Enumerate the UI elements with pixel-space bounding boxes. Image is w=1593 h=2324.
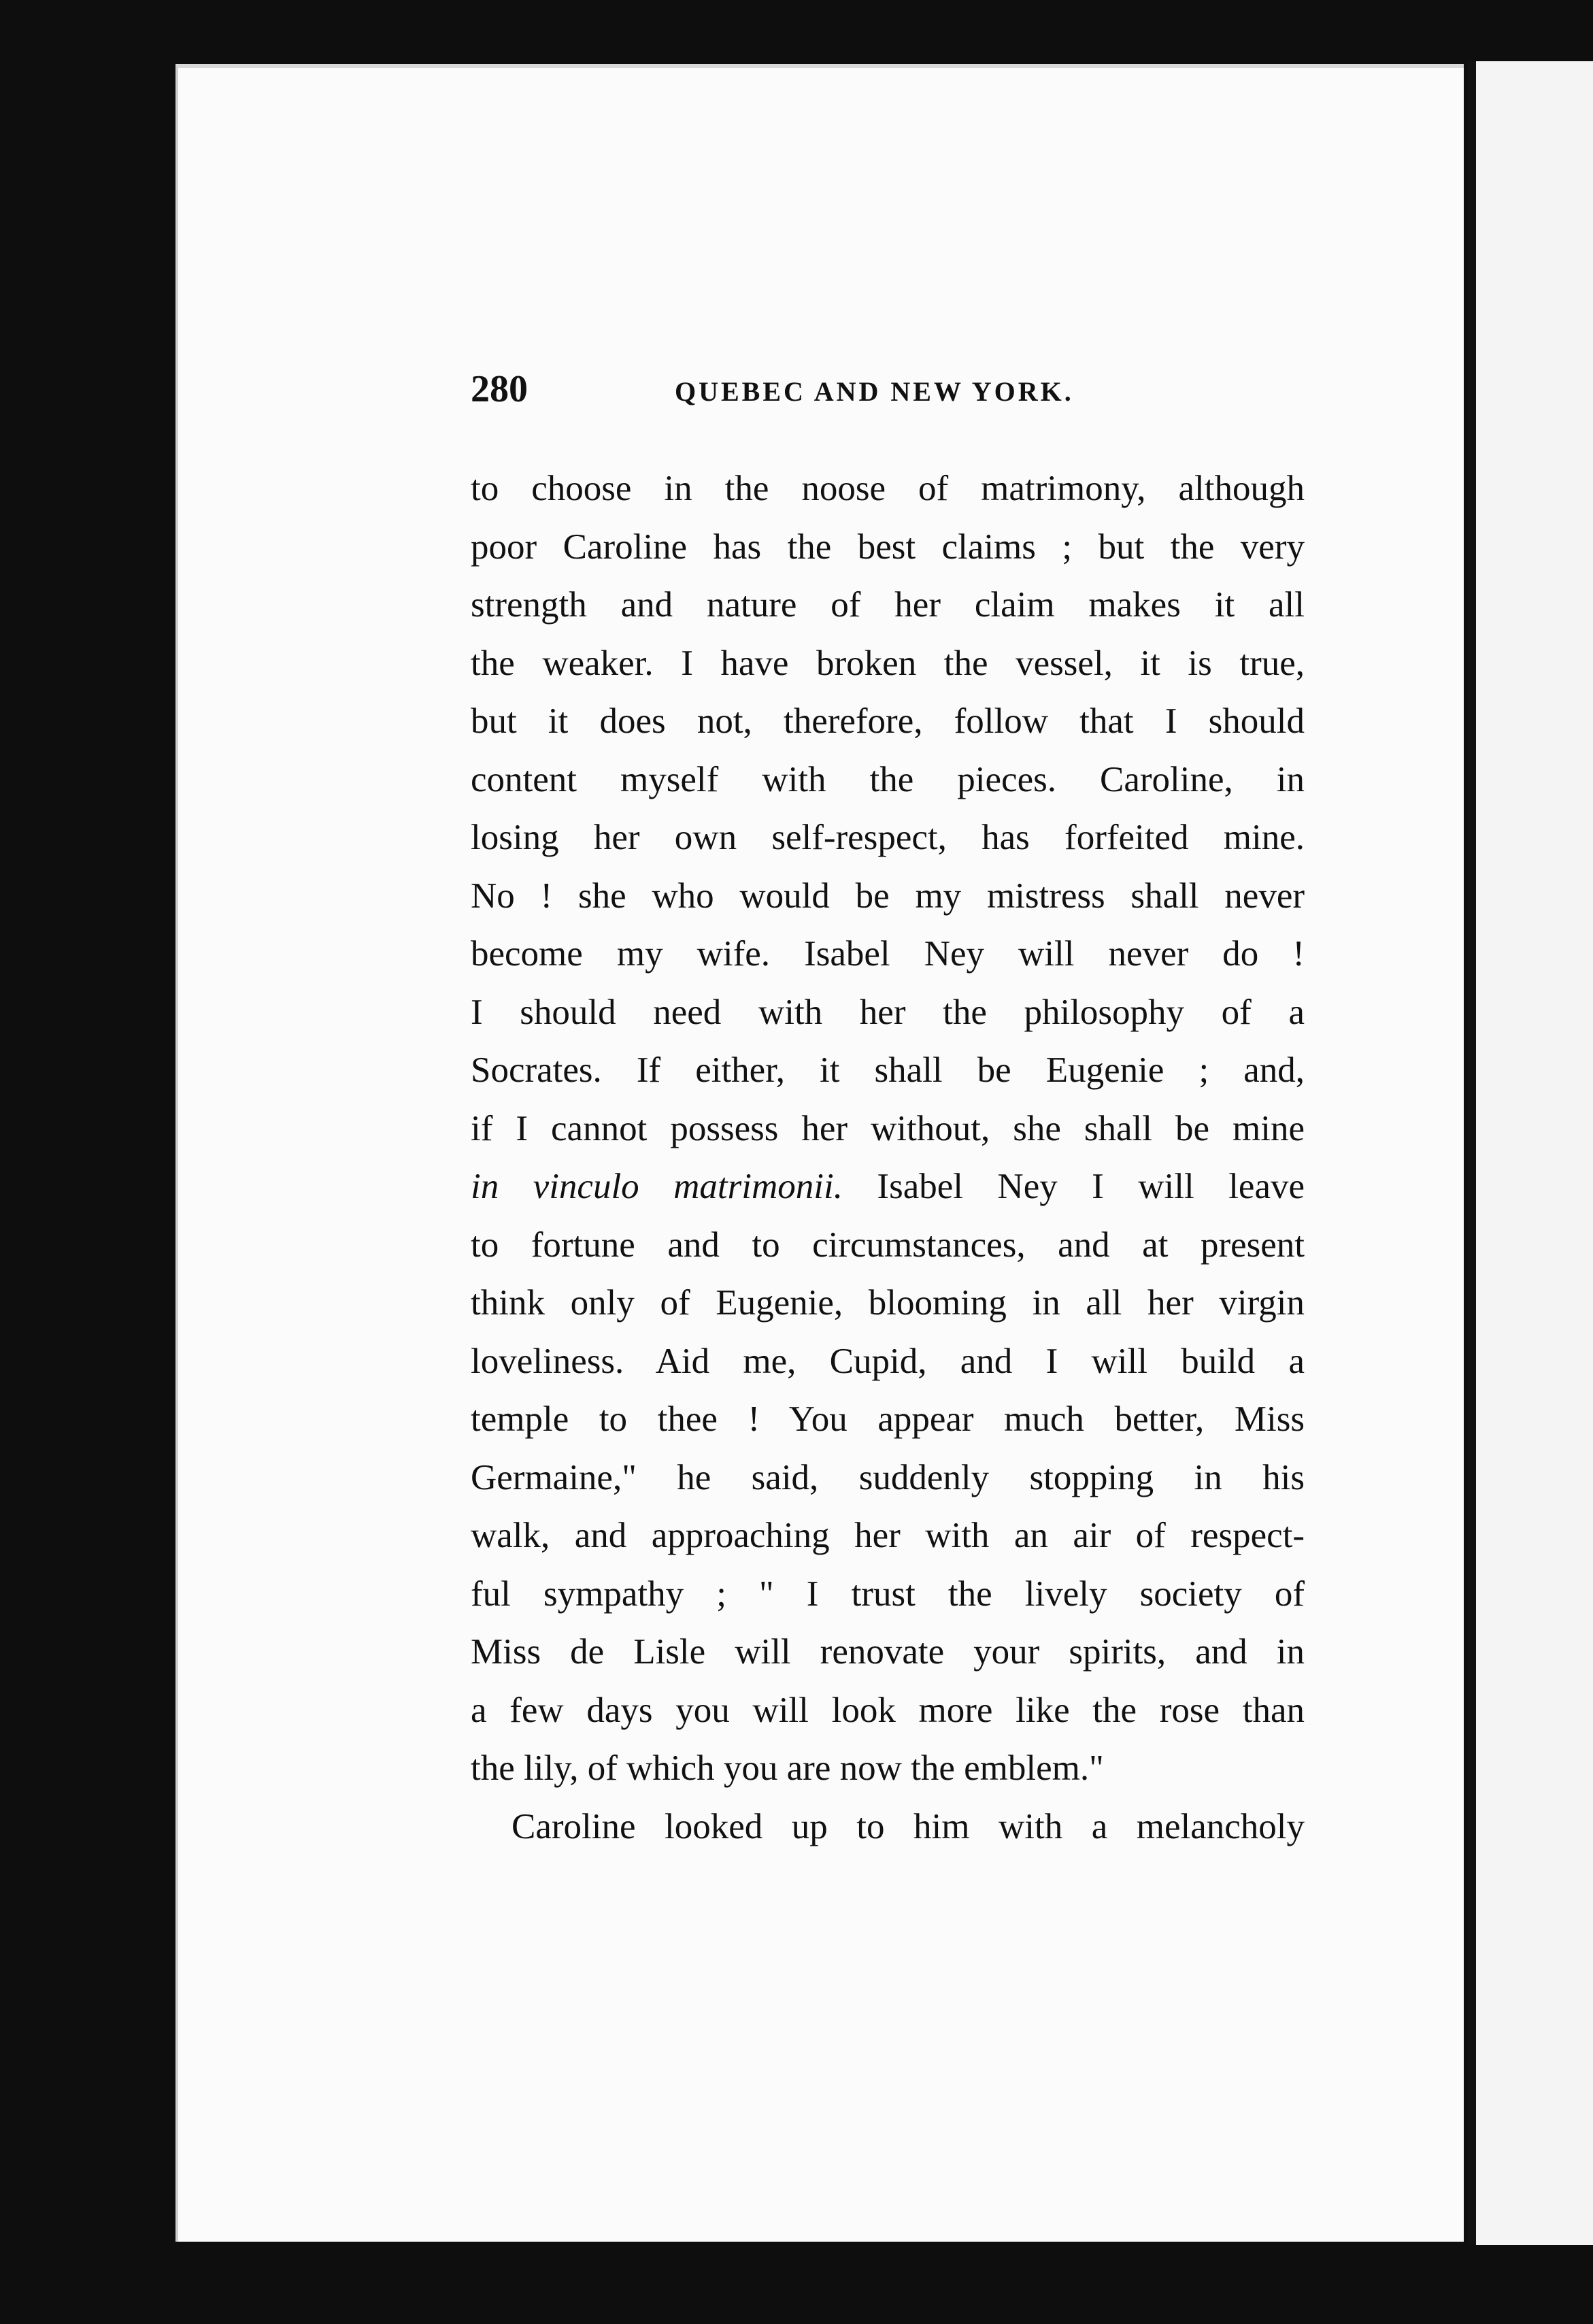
text-line: to fortune and to circumstances, and at present [471,1225,1305,1265]
italic-latin-phrase: in vinculo matrimonii. [471,1167,843,1206]
text-line-paragraph-end: the lily, of which you are now the emblem." [471,1748,1104,1788]
text-line: Socrates. If either, it shall be Eugenie ; and, [471,1050,1305,1090]
text-line: to choose in the noose of matrimony, although [471,469,1305,508]
text-line: loveliness. Aid me, Cupid, and I will build a [471,1341,1305,1381]
text-line: losing her own self-respect, has forfeited mine. [471,818,1305,857]
text-line: Germaine," he said, suddenly stopping in his [471,1457,1305,1497]
page-header [471,367,1307,422]
text-line: become my wife. Isabel Ney will never do ! [471,934,1305,974]
adjacent-page-sliver [1476,61,1593,2245]
text-line: poor Caroline has the best claims ; but the very [471,527,1305,567]
text-line-continuation: Isabel Ney I will leave [842,1167,1305,1206]
page-number: 280 [471,368,528,410]
text-line: Miss de Lisle will renovate your spirits, and in [471,1632,1305,1672]
text-line: I should need with her the philosophy of a [471,992,1305,1032]
text-line: if I cannot possess her without, she shall be mine [471,1108,1305,1148]
text-line: No ! she who would be my mistress shall never [471,876,1305,916]
text-line: temple to thee ! You appear much better, Miss [471,1399,1305,1439]
text-line: ful sympathy ; " I trust the lively society of [471,1574,1305,1614]
text-line: content myself with the pieces. Caroline, in [471,759,1305,799]
text-line: a few days you will look more like the rose than [471,1690,1305,1730]
text-line: but it does not, therefore, follow that I should [471,701,1305,741]
text-line-italic-phrase [471,1158,1305,1216]
text-line-new-paragraph: Caroline looked up to him with a melancholy [512,1806,1305,1846]
text-line: think only of Eugenie, blooming in all her virgin [471,1283,1305,1323]
running-head: QUEBEC AND NEW YORK. [675,376,1074,407]
text-line: the weaker. I have broken the vessel, it is true, [471,643,1305,683]
text-line: strength and nature of her claim makes it all [471,585,1305,625]
body-text [471,460,1305,1856]
text-line: walk, and approaching her with an air of respect- [471,1516,1305,1555]
